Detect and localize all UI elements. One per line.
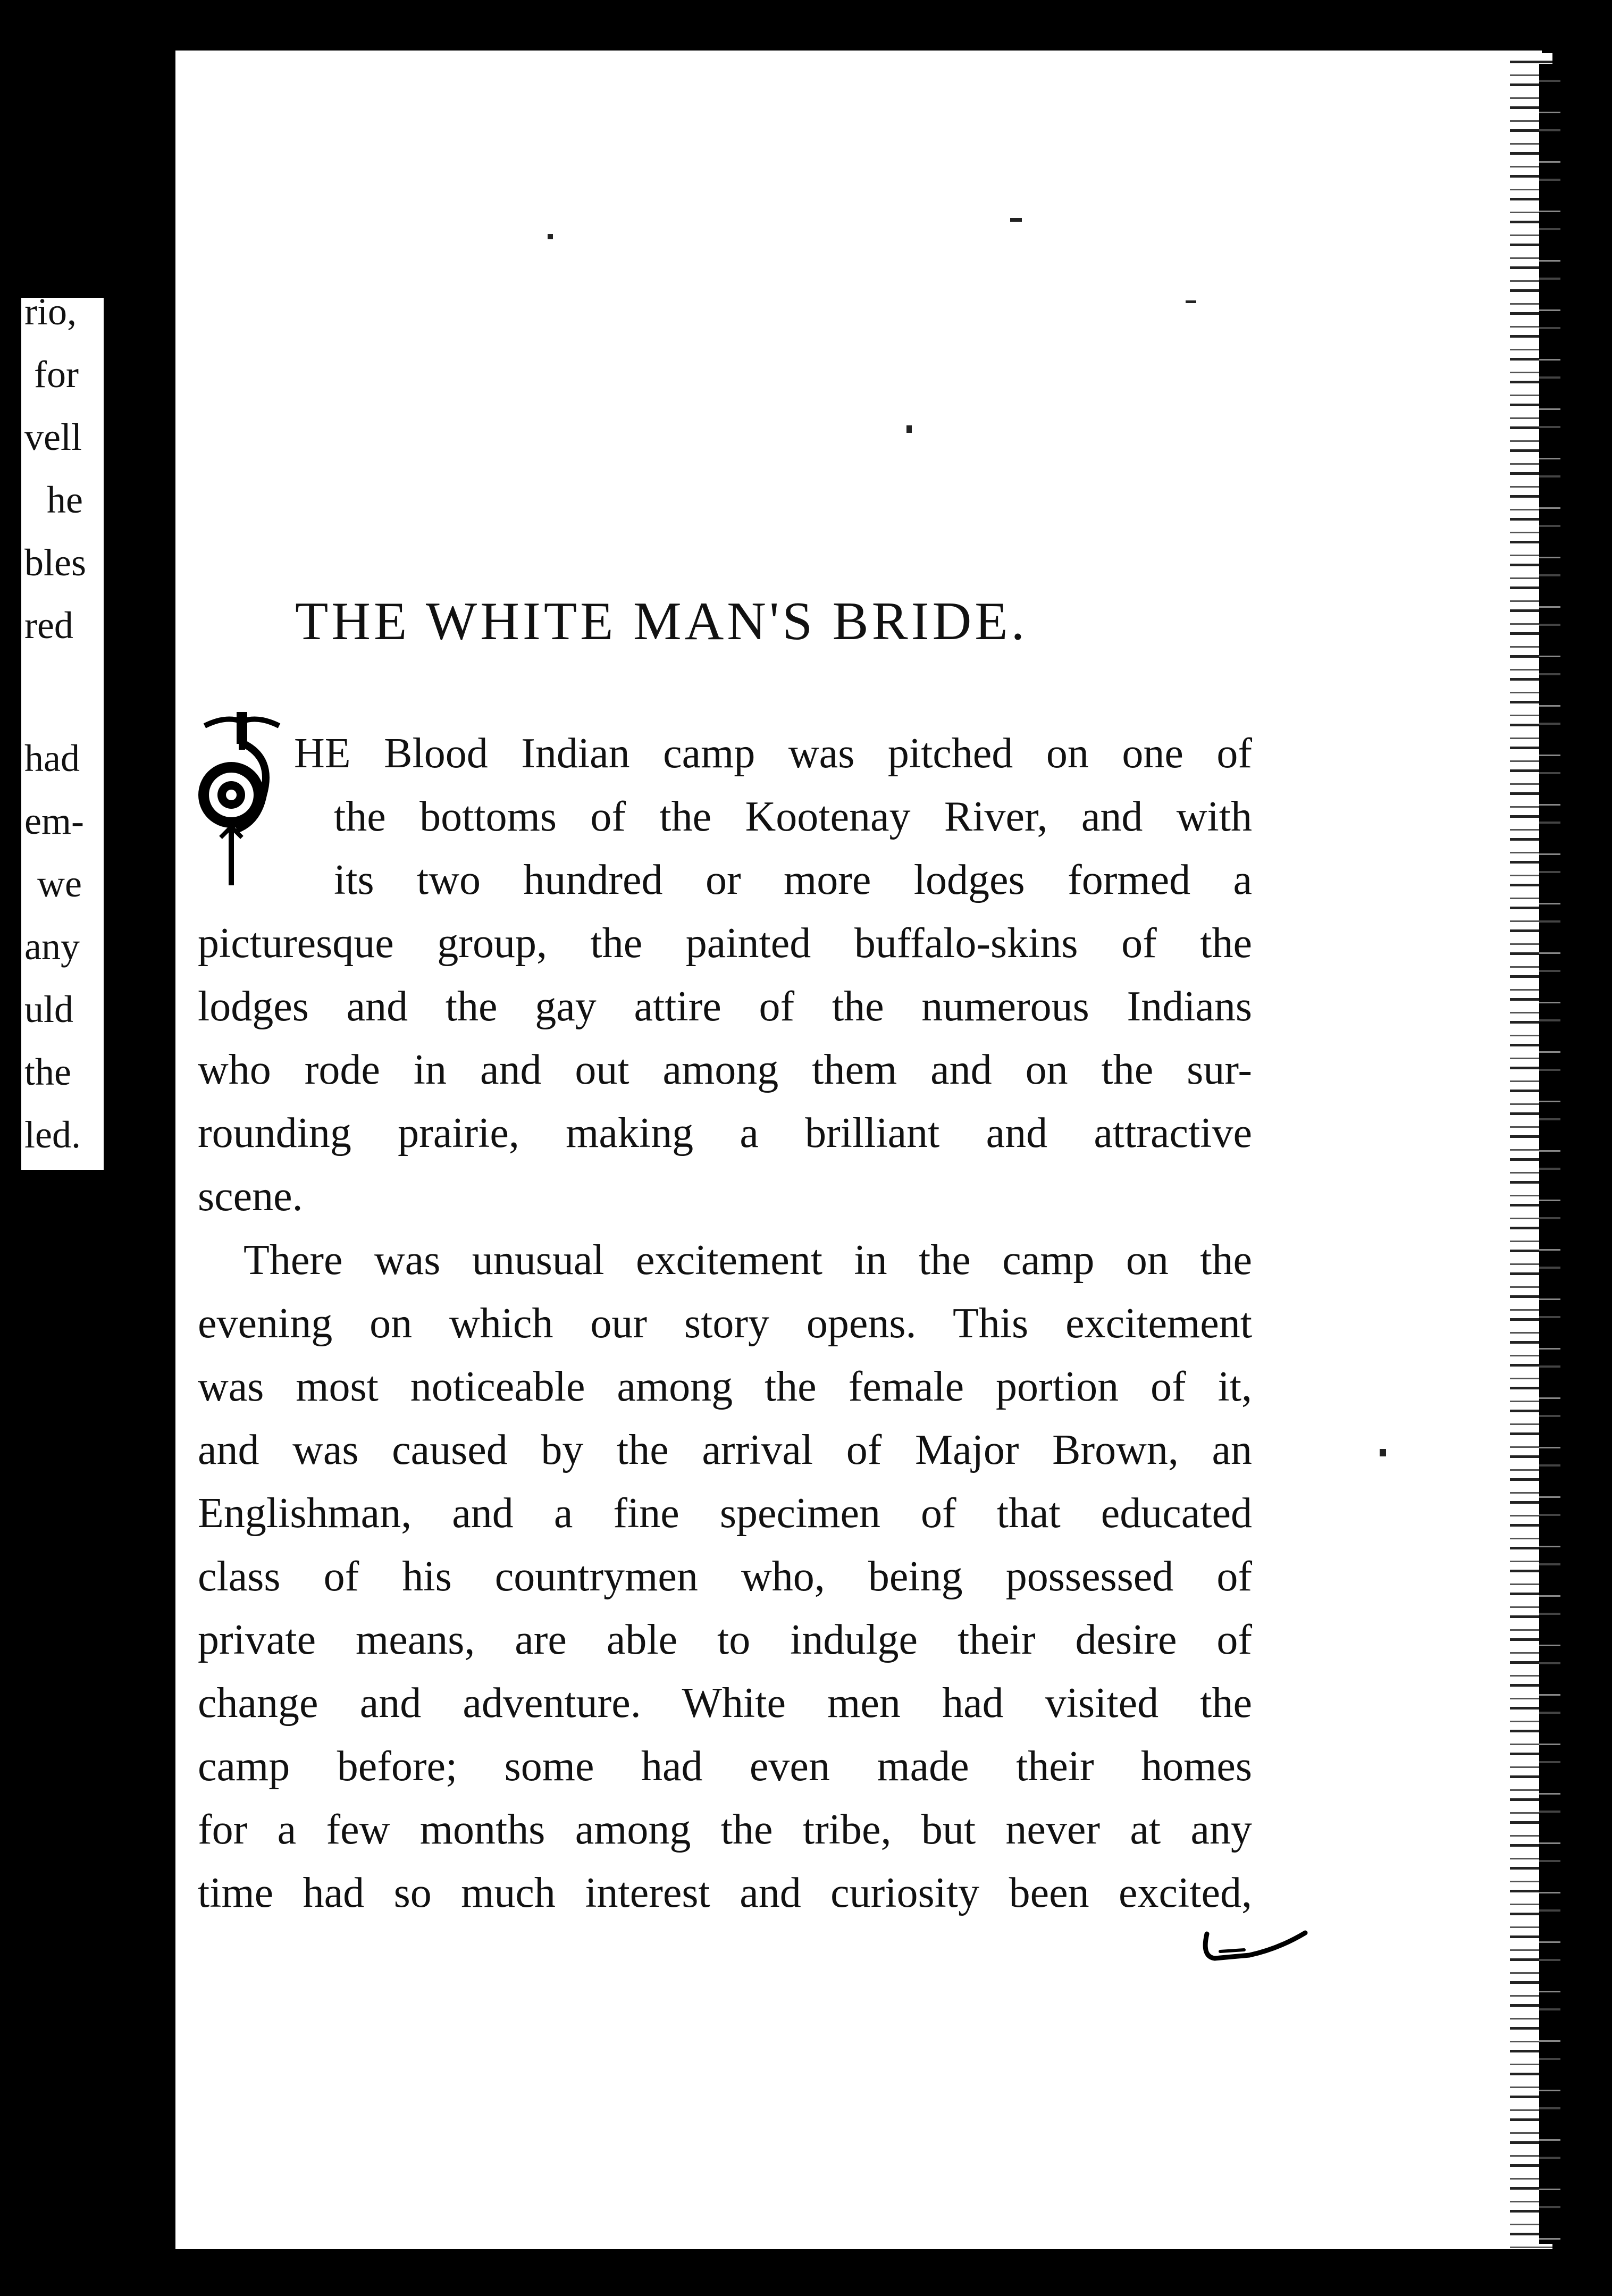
adjacent-fragment: led. (24, 1113, 81, 1156)
text-line: and was caused by the arrival of Major Brown, an (198, 1427, 1252, 1473)
text-line: scene. (198, 1173, 303, 1220)
text-line: was most noticeable among the female portion of it, (198, 1363, 1252, 1410)
adjacent-fragment: bles (24, 541, 86, 584)
text-line: its two hundred or more lodges formed a (334, 857, 1252, 903)
text-line: Englishman, and a fine specimen of that educated (198, 1490, 1252, 1537)
text-line: time had so much interest and curiosity been excited, (198, 1870, 1252, 1916)
scan-speck (1380, 1449, 1386, 1456)
adjacent-fragment: rio, (24, 290, 77, 333)
text-line: evening on which our story opens. This excitement (198, 1300, 1252, 1347)
adjacent-fragment: he (47, 479, 83, 521)
ornamental-t-icon (194, 710, 290, 891)
text-line: picturesque group, the painted buffalo-skins of the (198, 920, 1252, 967)
adjacent-fragment: vell (24, 416, 82, 458)
text-line: change and adventure. White men had visited the (198, 1680, 1252, 1727)
binding-shadow (1539, 64, 1560, 2244)
adjacent-fragment: any (24, 925, 80, 968)
decorative-drop-cap (194, 710, 290, 891)
pen-scribble-icon (1199, 1928, 1311, 1967)
text-line: who rode in and out among them and on the sur- (198, 1046, 1252, 1093)
handwritten-mark (1199, 1928, 1311, 1967)
text-line: for a few months among the tribe, but never at any (198, 1806, 1252, 1853)
adjacent-fragment: we (37, 862, 82, 905)
scan-speck (1186, 300, 1196, 303)
text-line: camp before; some had even made their homes (198, 1743, 1252, 1790)
text-line: HE Blood Indian camp was pitched on one of (294, 730, 1252, 777)
adjacent-fragment: uld (24, 988, 74, 1030)
text-line: lodges and the gay attire of the numerous Indians (198, 983, 1252, 1030)
text-line: rounding prairie, making a brilliant and attractive (198, 1110, 1252, 1157)
text-line: private means, are able to indulge their desire of (198, 1616, 1252, 1663)
adjacent-fragment: red (24, 604, 73, 647)
text-line: the bottoms of the Kootenay River, and with (334, 793, 1252, 840)
adjacent-fragment: the (24, 1051, 71, 1093)
scan-speck (906, 425, 912, 433)
page-title: THE WHITE MAN'S BRIDE. (295, 591, 1028, 651)
adjacent-fragment: em- (24, 800, 84, 842)
scan-speck (1010, 218, 1022, 222)
text-line: There was unusual excitement in the camp on the (244, 1237, 1252, 1284)
adjacent-fragment: had (24, 737, 80, 780)
text-line: class of his countrymen who, being possessed of (198, 1553, 1252, 1600)
adjacent-fragment: for (34, 353, 79, 396)
scan-speck (548, 234, 553, 239)
